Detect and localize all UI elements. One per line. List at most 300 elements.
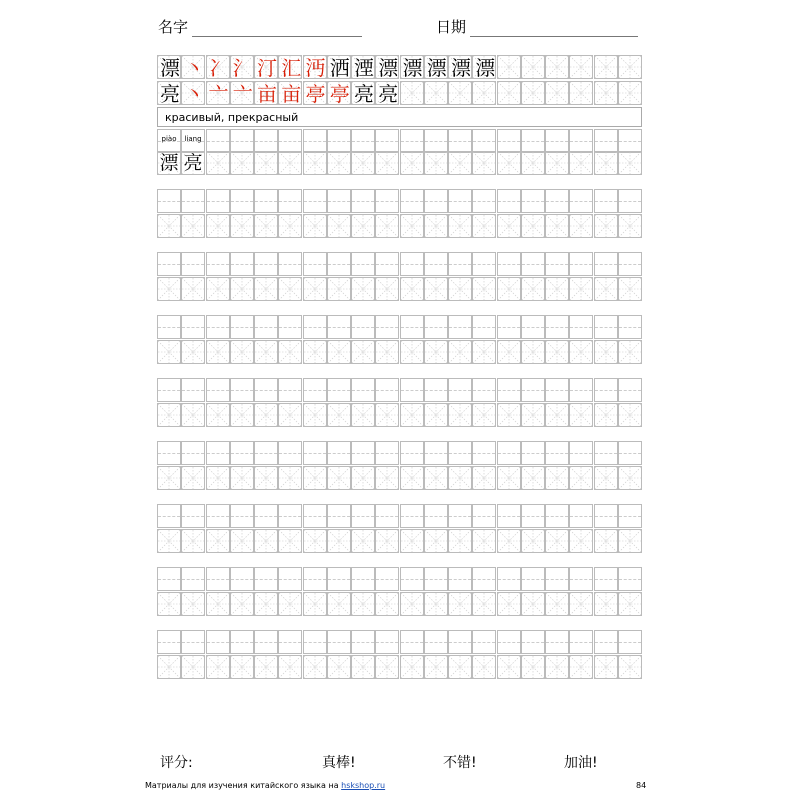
practice-cell[interactable]	[569, 151, 593, 175]
practice-cell[interactable]	[327, 340, 351, 364]
pinyin-cell[interactable]	[327, 567, 351, 591]
practice-cell[interactable]	[278, 151, 302, 175]
practice-cell[interactable]	[472, 214, 496, 238]
stroke-cell[interactable]	[157, 55, 181, 79]
practice-cell[interactable]	[618, 277, 642, 301]
stroke-cell[interactable]	[278, 81, 302, 105]
practice-cell[interactable]	[375, 592, 399, 616]
practice-cell[interactable]	[569, 277, 593, 301]
practice-cell[interactable]	[230, 655, 254, 679]
pinyin-cell[interactable]	[278, 315, 302, 339]
stroke-cell[interactable]	[230, 81, 254, 105]
practice-cell[interactable]	[181, 466, 205, 490]
pinyin-cell[interactable]	[618, 189, 642, 213]
pinyin-cell[interactable]	[157, 252, 181, 276]
pinyin-cell[interactable]	[569, 378, 593, 402]
practice-cell[interactable]	[278, 592, 302, 616]
practice-cell[interactable]	[230, 592, 254, 616]
practice-cell[interactable]	[303, 403, 327, 427]
practice-cell[interactable]	[375, 277, 399, 301]
practice-cell[interactable]	[375, 214, 399, 238]
pinyin-cell[interactable]	[472, 504, 496, 528]
pinyin-cell[interactable]	[594, 630, 618, 654]
practice-cell[interactable]	[181, 214, 205, 238]
practice-cell[interactable]	[472, 592, 496, 616]
stroke-cell[interactable]	[618, 55, 642, 79]
practice-cell[interactable]	[181, 529, 205, 553]
stroke-cell[interactable]	[448, 81, 472, 105]
pinyin-cell[interactable]	[351, 567, 375, 591]
pinyin-cell[interactable]	[569, 129, 593, 153]
practice-cell[interactable]	[618, 466, 642, 490]
pinyin-cell[interactable]	[569, 189, 593, 213]
footer-link[interactable]: hskshop.ru	[341, 781, 386, 790]
practice-cell[interactable]	[400, 592, 424, 616]
pinyin-cell[interactable]	[351, 504, 375, 528]
pinyin-cell[interactable]	[278, 567, 302, 591]
pinyin-cell[interactable]	[400, 378, 424, 402]
practice-cell[interactable]	[351, 340, 375, 364]
pinyin-cell[interactable]	[351, 189, 375, 213]
practice-cell[interactable]	[424, 340, 448, 364]
practice-cell[interactable]	[206, 466, 230, 490]
practice-cell[interactable]	[521, 277, 545, 301]
pinyin-cell[interactable]	[327, 252, 351, 276]
pinyin-cell[interactable]	[545, 252, 569, 276]
practice-cell[interactable]	[472, 340, 496, 364]
pinyin-cell[interactable]	[594, 441, 618, 465]
pinyin-cell[interactable]	[181, 189, 205, 213]
pinyin-cell[interactable]	[303, 441, 327, 465]
pinyin-cell[interactable]	[303, 630, 327, 654]
pinyin-cell[interactable]	[545, 441, 569, 465]
pinyin-cell[interactable]	[157, 129, 181, 153]
pinyin-cell[interactable]	[448, 315, 472, 339]
practice-cell[interactable]	[375, 340, 399, 364]
practice-cell[interactable]	[618, 214, 642, 238]
pinyin-cell[interactable]	[545, 129, 569, 153]
pinyin-cell[interactable]	[375, 378, 399, 402]
pinyin-cell[interactable]	[545, 315, 569, 339]
practice-cell[interactable]	[206, 529, 230, 553]
pinyin-cell[interactable]	[400, 630, 424, 654]
practice-cell[interactable]	[448, 340, 472, 364]
pinyin-cell[interactable]	[545, 630, 569, 654]
pinyin-cell[interactable]	[497, 315, 521, 339]
pinyin-cell[interactable]	[181, 441, 205, 465]
pinyin-cell[interactable]	[206, 189, 230, 213]
pinyin-cell[interactable]	[424, 441, 448, 465]
pinyin-cell[interactable]	[400, 504, 424, 528]
practice-cell[interactable]	[351, 592, 375, 616]
practice-cell[interactable]	[254, 403, 278, 427]
practice-cell[interactable]	[594, 403, 618, 427]
practice-cell[interactable]	[448, 151, 472, 175]
pinyin-cell[interactable]	[181, 567, 205, 591]
practice-cell[interactable]	[157, 529, 181, 553]
pinyin-cell[interactable]	[424, 252, 448, 276]
stroke-cell[interactable]	[569, 55, 593, 79]
practice-cell[interactable]	[303, 340, 327, 364]
pinyin-cell[interactable]	[472, 630, 496, 654]
pinyin-cell[interactable]	[157, 504, 181, 528]
practice-cell[interactable]	[351, 151, 375, 175]
practice-cell[interactable]	[594, 277, 618, 301]
pinyin-cell[interactable]	[230, 252, 254, 276]
pinyin-cell[interactable]	[303, 129, 327, 153]
pinyin-cell[interactable]	[618, 630, 642, 654]
practice-cell[interactable]	[327, 277, 351, 301]
practice-cell[interactable]	[424, 466, 448, 490]
pinyin-cell[interactable]	[327, 129, 351, 153]
pinyin-cell[interactable]	[254, 315, 278, 339]
stroke-cell[interactable]	[400, 55, 424, 79]
pinyin-cell[interactable]	[254, 630, 278, 654]
pinyin-cell[interactable]	[351, 129, 375, 153]
practice-cell[interactable]	[472, 403, 496, 427]
practice-cell[interactable]	[278, 466, 302, 490]
practice-cell[interactable]	[375, 466, 399, 490]
practice-cell[interactable]	[424, 277, 448, 301]
pinyin-cell[interactable]	[278, 129, 302, 153]
practice-cell[interactable]	[230, 466, 254, 490]
practice-cell[interactable]	[375, 529, 399, 553]
pinyin-cell[interactable]	[400, 441, 424, 465]
pinyin-cell[interactable]	[497, 504, 521, 528]
stroke-cell[interactable]	[569, 81, 593, 105]
practice-cell[interactable]	[497, 277, 521, 301]
pinyin-cell[interactable]	[400, 252, 424, 276]
pinyin-cell[interactable]	[206, 630, 230, 654]
practice-cell[interactable]	[181, 277, 205, 301]
pinyin-cell[interactable]	[278, 441, 302, 465]
practice-cell[interactable]	[230, 151, 254, 175]
pinyin-cell[interactable]	[497, 441, 521, 465]
pinyin-cell[interactable]	[521, 129, 545, 153]
practice-cell[interactable]	[424, 592, 448, 616]
pinyin-cell[interactable]	[181, 504, 205, 528]
practice-cell[interactable]	[521, 466, 545, 490]
practice-cell[interactable]	[278, 403, 302, 427]
pinyin-cell[interactable]	[351, 630, 375, 654]
practice-cell[interactable]	[521, 340, 545, 364]
practice-cell[interactable]	[448, 214, 472, 238]
practice-cell[interactable]	[545, 151, 569, 175]
pinyin-cell[interactable]	[497, 129, 521, 153]
practice-cell[interactable]	[278, 655, 302, 679]
pinyin-cell[interactable]	[254, 252, 278, 276]
pinyin-cell[interactable]	[569, 504, 593, 528]
pinyin-cell[interactable]	[303, 567, 327, 591]
practice-cell[interactable]	[424, 403, 448, 427]
practice-cell[interactable]	[545, 529, 569, 553]
stroke-cell[interactable]	[594, 81, 618, 105]
practice-cell[interactable]	[375, 403, 399, 427]
practice-cell[interactable]	[278, 529, 302, 553]
pinyin-cell[interactable]	[254, 129, 278, 153]
stroke-cell[interactable]	[400, 81, 424, 105]
pinyin-cell[interactable]	[472, 315, 496, 339]
pinyin-cell[interactable]	[206, 252, 230, 276]
pinyin-cell[interactable]	[521, 630, 545, 654]
pinyin-cell[interactable]	[351, 441, 375, 465]
pinyin-cell[interactable]	[230, 315, 254, 339]
pinyin-cell[interactable]	[206, 378, 230, 402]
pinyin-cell[interactable]	[230, 630, 254, 654]
practice-cell[interactable]	[375, 655, 399, 679]
pinyin-cell[interactable]	[594, 567, 618, 591]
stroke-cell[interactable]	[448, 55, 472, 79]
pinyin-cell[interactable]	[278, 630, 302, 654]
pinyin-cell[interactable]	[521, 189, 545, 213]
pinyin-cell[interactable]	[278, 189, 302, 213]
pinyin-cell[interactable]	[206, 441, 230, 465]
pinyin-cell[interactable]	[569, 315, 593, 339]
practice-cell[interactable]	[497, 403, 521, 427]
practice-cell[interactable]	[327, 529, 351, 553]
pinyin-cell[interactable]	[303, 378, 327, 402]
practice-cell[interactable]	[448, 466, 472, 490]
practice-cell[interactable]	[303, 592, 327, 616]
practice-cell[interactable]	[618, 655, 642, 679]
practice-cell[interactable]	[206, 403, 230, 427]
practice-cell[interactable]	[230, 277, 254, 301]
pinyin-cell[interactable]	[424, 129, 448, 153]
practice-cell[interactable]	[327, 403, 351, 427]
praise-good[interactable]: 不错!	[443, 755, 477, 771]
stroke-cell[interactable]	[157, 81, 181, 105]
pinyin-cell[interactable]	[375, 504, 399, 528]
practice-cell[interactable]	[181, 340, 205, 364]
practice-cell[interactable]	[521, 529, 545, 553]
practice-cell[interactable]	[521, 592, 545, 616]
practice-cell[interactable]	[569, 655, 593, 679]
pinyin-cell[interactable]	[157, 630, 181, 654]
pinyin-cell[interactable]	[618, 567, 642, 591]
stroke-cell[interactable]	[230, 55, 254, 79]
practice-cell[interactable]	[472, 277, 496, 301]
pinyin-cell[interactable]	[230, 567, 254, 591]
practice-cell[interactable]	[400, 214, 424, 238]
practice-cell[interactable]	[497, 592, 521, 616]
pinyin-cell[interactable]	[424, 189, 448, 213]
practice-cell[interactable]	[545, 655, 569, 679]
pinyin-cell[interactable]	[521, 252, 545, 276]
pinyin-cell[interactable]	[303, 189, 327, 213]
pinyin-cell[interactable]	[181, 378, 205, 402]
pinyin-cell[interactable]	[375, 567, 399, 591]
practice-cell[interactable]	[521, 214, 545, 238]
practice-cell[interactable]	[351, 277, 375, 301]
stroke-cell[interactable]	[181, 81, 205, 105]
pinyin-cell[interactable]	[569, 567, 593, 591]
pinyin-cell[interactable]	[618, 315, 642, 339]
pinyin-cell[interactable]	[327, 504, 351, 528]
practice-cell[interactable]	[618, 340, 642, 364]
pinyin-cell[interactable]	[181, 129, 205, 153]
practice-cell[interactable]	[545, 466, 569, 490]
practice-cell[interactable]	[230, 214, 254, 238]
pinyin-cell[interactable]	[594, 189, 618, 213]
stroke-cell[interactable]	[424, 55, 448, 79]
pinyin-cell[interactable]	[375, 315, 399, 339]
pinyin-cell[interactable]	[230, 189, 254, 213]
practice-cell[interactable]	[157, 655, 181, 679]
stroke-cell[interactable]	[472, 55, 496, 79]
practice-cell[interactable]	[545, 403, 569, 427]
practice-cell[interactable]	[278, 214, 302, 238]
practice-cell[interactable]	[497, 214, 521, 238]
practice-cell[interactable]	[594, 655, 618, 679]
pinyin-cell[interactable]	[303, 252, 327, 276]
practice-cell[interactable]	[254, 340, 278, 364]
pinyin-cell[interactable]	[545, 567, 569, 591]
pinyin-cell[interactable]	[181, 630, 205, 654]
pinyin-cell[interactable]	[375, 630, 399, 654]
stroke-cell[interactable]	[545, 55, 569, 79]
practice-cell[interactable]	[303, 655, 327, 679]
practice-cell[interactable]	[545, 277, 569, 301]
pinyin-cell[interactable]	[351, 315, 375, 339]
practice-cell[interactable]	[448, 403, 472, 427]
pinyin-cell[interactable]	[181, 252, 205, 276]
practice-cell[interactable]	[618, 529, 642, 553]
practice-cell[interactable]	[327, 592, 351, 616]
pinyin-cell[interactable]	[375, 129, 399, 153]
pinyin-cell[interactable]	[351, 378, 375, 402]
stroke-cell[interactable]	[594, 55, 618, 79]
stroke-cell[interactable]	[206, 81, 230, 105]
pinyin-cell[interactable]	[375, 441, 399, 465]
pinyin-cell[interactable]	[181, 315, 205, 339]
practice-cell[interactable]	[400, 277, 424, 301]
practice-cell[interactable]	[327, 214, 351, 238]
practice-cell[interactable]	[497, 151, 521, 175]
practice-cell[interactable]	[594, 214, 618, 238]
practice-cell[interactable]	[618, 592, 642, 616]
practice-cell[interactable]	[303, 529, 327, 553]
stroke-cell[interactable]	[327, 55, 351, 79]
stroke-cell[interactable]	[375, 81, 399, 105]
pinyin-cell[interactable]	[278, 504, 302, 528]
pinyin-cell[interactable]	[303, 504, 327, 528]
pinyin-cell[interactable]	[448, 252, 472, 276]
pinyin-cell[interactable]	[278, 378, 302, 402]
pinyin-cell[interactable]	[618, 378, 642, 402]
pinyin-cell[interactable]	[472, 189, 496, 213]
pinyin-cell[interactable]	[254, 567, 278, 591]
practice-cell[interactable]	[594, 592, 618, 616]
pinyin-cell[interactable]	[448, 504, 472, 528]
pinyin-cell[interactable]	[400, 567, 424, 591]
practice-cell[interactable]	[157, 340, 181, 364]
pinyin-cell[interactable]	[254, 189, 278, 213]
stroke-cell[interactable]	[254, 81, 278, 105]
practice-cell[interactable]	[400, 151, 424, 175]
practice-cell[interactable]	[254, 655, 278, 679]
practice-cell[interactable]	[254, 151, 278, 175]
practice-cell[interactable]	[206, 340, 230, 364]
pinyin-cell[interactable]	[206, 315, 230, 339]
pinyin-cell[interactable]	[497, 189, 521, 213]
stroke-cell[interactable]	[521, 81, 545, 105]
pinyin-cell[interactable]	[157, 567, 181, 591]
pinyin-cell[interactable]	[375, 252, 399, 276]
pinyin-cell[interactable]	[424, 567, 448, 591]
practice-cell[interactable]	[424, 151, 448, 175]
practice-cell[interactable]	[400, 655, 424, 679]
pinyin-cell[interactable]	[618, 252, 642, 276]
practice-cell[interactable]	[497, 529, 521, 553]
pinyin-cell[interactable]	[521, 315, 545, 339]
practice-cell[interactable]	[157, 592, 181, 616]
practice-cell[interactable]	[618, 403, 642, 427]
pinyin-cell[interactable]	[303, 315, 327, 339]
pinyin-cell[interactable]	[206, 504, 230, 528]
pinyin-cell[interactable]	[594, 315, 618, 339]
practice-cell[interactable]	[424, 214, 448, 238]
pinyin-cell[interactable]	[424, 378, 448, 402]
pinyin-cell[interactable]	[254, 441, 278, 465]
stroke-cell[interactable]	[351, 55, 375, 79]
practice-cell[interactable]	[278, 340, 302, 364]
practice-cell[interactable]	[181, 655, 205, 679]
pinyin-cell[interactable]	[594, 504, 618, 528]
pinyin-cell[interactable]	[497, 378, 521, 402]
practice-cell[interactable]	[254, 214, 278, 238]
practice-cell[interactable]	[375, 151, 399, 175]
practice-cell[interactable]	[351, 403, 375, 427]
practice-cell[interactable]	[206, 151, 230, 175]
stroke-cell[interactable]	[472, 81, 496, 105]
pinyin-cell[interactable]	[278, 252, 302, 276]
practice-cell[interactable]	[206, 277, 230, 301]
stroke-cell[interactable]	[618, 81, 642, 105]
practice-cell[interactable]	[594, 340, 618, 364]
practice-cell[interactable]	[303, 214, 327, 238]
practice-cell[interactable]	[521, 151, 545, 175]
practice-cell[interactable]	[472, 466, 496, 490]
pinyin-cell[interactable]	[400, 315, 424, 339]
pinyin-cell[interactable]	[448, 189, 472, 213]
practice-cell[interactable]	[569, 466, 593, 490]
pinyin-cell[interactable]	[594, 129, 618, 153]
pinyin-cell[interactable]	[618, 441, 642, 465]
practice-cell[interactable]	[569, 592, 593, 616]
pinyin-cell[interactable]	[157, 441, 181, 465]
practice-cell[interactable]	[278, 277, 302, 301]
stroke-cell[interactable]	[278, 55, 302, 79]
practice-cell[interactable]	[303, 277, 327, 301]
practice-cell[interactable]	[569, 529, 593, 553]
practice-cell[interactable]	[618, 151, 642, 175]
practice-cell[interactable]	[594, 151, 618, 175]
practice-cell[interactable]	[157, 214, 181, 238]
pinyin-cell[interactable]	[472, 252, 496, 276]
pinyin-cell[interactable]	[521, 567, 545, 591]
practice-cell[interactable]	[448, 277, 472, 301]
pinyin-cell[interactable]	[375, 189, 399, 213]
practice-cell[interactable]	[230, 340, 254, 364]
pinyin-cell[interactable]	[472, 567, 496, 591]
practice-cell[interactable]	[327, 655, 351, 679]
pinyin-cell[interactable]	[400, 189, 424, 213]
pinyin-cell[interactable]	[545, 504, 569, 528]
practice-cell[interactable]	[206, 592, 230, 616]
practice-cell[interactable]	[181, 592, 205, 616]
stroke-cell[interactable]	[521, 55, 545, 79]
pinyin-cell[interactable]	[594, 252, 618, 276]
